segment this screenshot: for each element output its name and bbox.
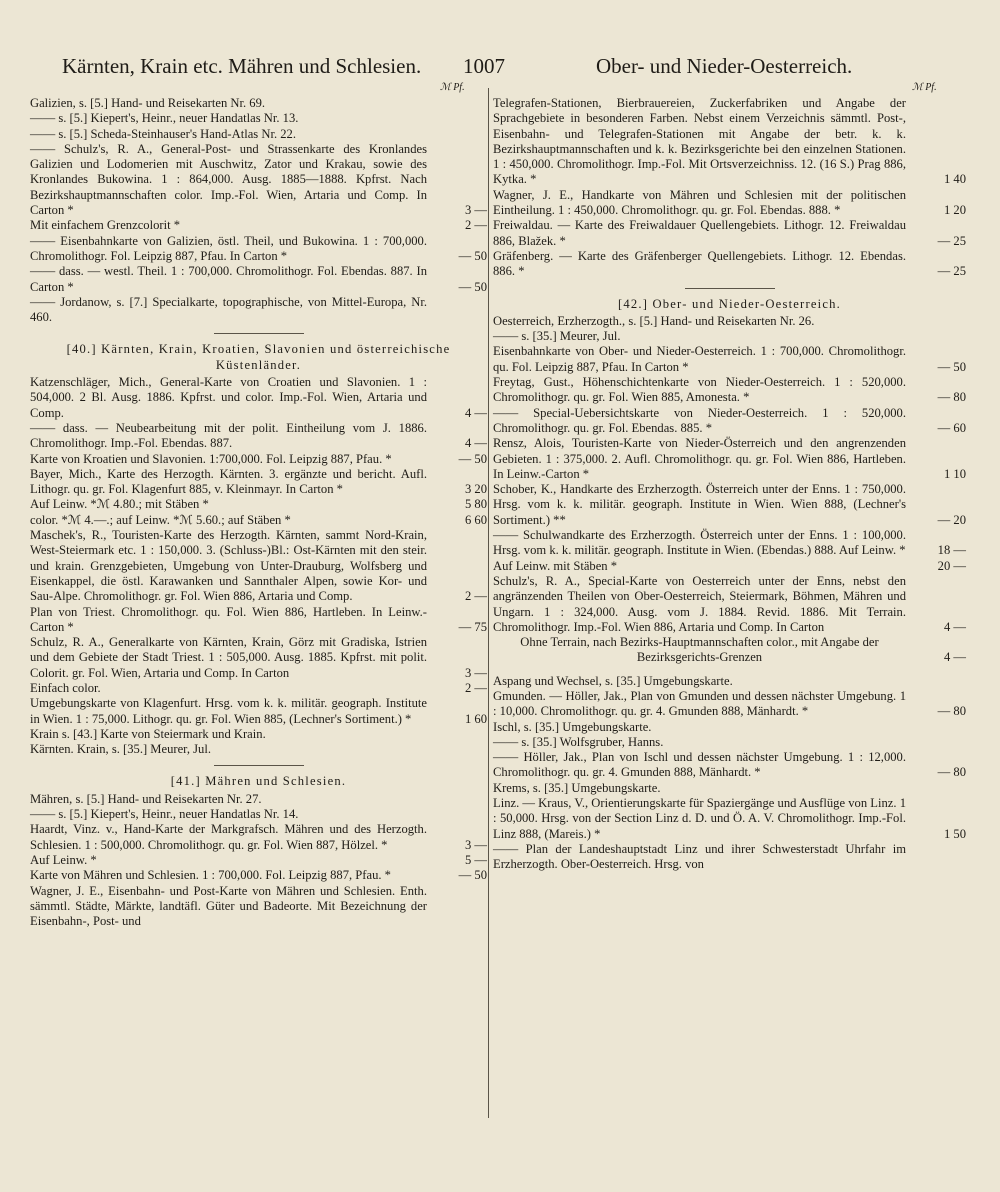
entry-text: Telegrafen-Stationen, Bierbrauereien, Zuckerfabriken und Angabe der Sprachgebiete in besonderen Farben. Nebst einem Verzeichnis sämmtl. Post-, Eisenbahn- und Telegrafen-Stationen mit Angabe der betr. k. k. Bezirkshauptmannschaften und k. k. Bezirksgerichte bei den einzelnen Stationen. 1 : 450,000. Chromolithogr. Imp.-Fol. Mit Ortsverzeichniss. 12. (16 S.) Prag 886, Kytka. * <box>493 96 906 187</box>
entry-text: Rensz, Alois, Touristen-Karte von Nieder-Österreich und den angrenzenden Gebieten. 1 : 375,000. 2. Aufl. Chromolithogr. qu. gr. Fol. Wien 886, Hartleben. In Leinw.-Carton * <box>493 436 906 481</box>
section-rule <box>685 288 775 289</box>
section-heading: [40.] Kärnten, Krain, Kroatien, Slavonien und österreichische Küstenländer. <box>66 342 451 372</box>
entry-price: 1 10 <box>943 466 966 481</box>
catalog-entry <box>493 720 966 735</box>
catalog-entry <box>30 696 487 727</box>
entry-price: 2 — <box>464 680 487 695</box>
catalog-entry <box>30 142 487 218</box>
entry-price: 3 — <box>464 665 487 680</box>
entry-price: — 25 <box>937 264 966 279</box>
catalog-entry <box>30 111 487 126</box>
catalog-entry <box>30 234 487 265</box>
entry-text: Ohne Terrain, nach Bezirks-Hauptmannschaften color., mit Angabe der Bezirksgerichts-Grenzen <box>520 635 879 665</box>
catalog-entry <box>30 742 487 757</box>
entry-price: 5 80 <box>464 497 487 512</box>
catalog-entry <box>493 96 966 188</box>
header-right-title: Ober- und Nieder-Oesterreich. <box>596 54 853 78</box>
section-heading: [42.] Ober- und Nieder-Oesterreich. <box>618 296 841 311</box>
entry-price: 6 60 <box>464 512 487 527</box>
entry-price: — 50 <box>937 359 966 374</box>
entry-text: Plan von Triest. Chromolithogr. qu. Fol. Wien 886, Hartleben. In Leinw.-Carton * <box>30 604 427 634</box>
entry-price: — 50 <box>458 868 487 883</box>
catalog-entry <box>493 482 966 528</box>
entry-text: —— Plan der Landeshauptstadt Linz und ihrer Schwesterstadt Uhrfahr im Erzherzogth. Ober-Oesterreich. Hrsg. von <box>493 841 906 872</box>
catalog-entry <box>30 727 487 742</box>
catalog-entry <box>30 807 487 822</box>
entry-text: Kärnten. Krain, s. [35.] Meurer, Jul. <box>30 742 212 757</box>
entry-text: Oesterreich, Erzherzogth., s. [5.] Hand- und Reisekarten Nr. 26. <box>493 313 815 328</box>
entry-price: 1 40 <box>943 172 966 187</box>
entry-text: —— dass. — Neubearbeitung mit der polit. Eintheilung vom J. 1886. Chromolithogr. Imp.-Fol. Ebendas. 887. <box>30 420 427 451</box>
entry-text: Katzenschläger, Mich., General-Karte von Croatien und Slavonien. 1 : 504,000. 2 Bl. Ausg. 1886. Kpfrst. und color. Imp.-Fol. Wien, Artaria und Comp. <box>30 375 427 420</box>
entry-text: Wagner, J. E., Eisenbahn- und Post-Karte von Mähren und Schlesien. Enth. sämmtl. Städte, Märkte, landtäfl. Güter und Badeorte. Mit Bezeichnung der Eisenbahn-, Post- und <box>30 883 427 929</box>
catalog-entry <box>30 528 487 604</box>
section-heading: [41.] Mähren und Schlesien. <box>170 774 347 789</box>
entry-text: Haardt, Vinz. v., Hand-Karte der Markgrafsch. Mähren und des Herzogth. Schlesien. 1 : 500,000. Chromolithogr. qu. gr. Fol. Wien 887, Hölzel. * <box>30 822 427 852</box>
entry-price: 4 — <box>943 619 966 634</box>
catalog-entry <box>30 605 487 636</box>
entry-text: Auf Leinw. mit Stäben * <box>493 558 618 573</box>
catalog-entry <box>30 295 487 326</box>
catalog-entry <box>493 674 966 689</box>
entry-text: —— s. [35.] Meurer, Jul. <box>493 329 621 344</box>
entry-text: Maschek's, R., Touristen-Karte des Herzogth. Kärnten, sammt Nord-Krain, West-Steiermark etc. 1 : 150,000. 3. (Schluss-)Bl.: Ost-Kärnten mit den steir. und krain. Grenzgebieten, Umgebung von Unter-Drauburg, Wolfsberg und Eisenkappel, die östl. Karawanken und Sannthaler Alpen, sowie Kor- und Sau-Alpe. Chromolithogr. gr. Fol. Wien 886, Artaria und Comp. <box>30 528 427 604</box>
catalog-entry <box>493 781 966 796</box>
catalog-entry <box>30 127 487 142</box>
catalog-entry <box>30 452 487 467</box>
catalog-entry <box>30 375 487 421</box>
catalog-note <box>493 635 966 666</box>
entry-text: Galizien, s. [5.] Hand- und Reisekarten Nr. 69. <box>30 96 266 110</box>
entry-price: 4 — <box>464 405 487 420</box>
catalog-entry <box>493 344 966 375</box>
entry-text: Freytag, Gust., Höhenschichtenkarte von Nieder-Oesterreich. 1 : 520,000. Chromolithogr. qu. gr. Fol. Wien 885, Amonesta. * <box>493 375 906 405</box>
entry-text: Aspang und Wechsel, s. [35.] Umgebungskarte. <box>493 673 733 688</box>
catalog-entry <box>493 574 966 635</box>
entry-text: Mähren, s. [5.] Hand- und Reisekarten Nr. 27. <box>30 791 262 806</box>
entry-text: Schober, K., Handkarte des Erzherzogth. Österreich unter der Enns. 1 : 750,000. Hrsg. vom k. k. militär. geograph. Institute in Wien. Wien 888, (Lechner's Sortiment.) ** <box>493 482 906 527</box>
right-column <box>493 96 966 873</box>
page-header <box>0 54 1000 94</box>
entry-price: 4 — <box>943 650 966 665</box>
entry-price: — 75 <box>458 619 487 634</box>
entry-price: — 50 <box>458 248 487 263</box>
entry-text: Auf Leinw. *ℳ 4.80.; mit Stäben * <box>30 497 209 512</box>
entry-text: —— s. [5.] Scheda-Steinhauser's Hand-Atlas Nr. 22. <box>30 126 296 141</box>
catalog-entry <box>30 421 487 452</box>
entry-text: —— Eisenbahnkarte von Galizien, östl. Theil, und Bukowina. 1 : 700,000. Chromolithogr. Fol. Leipzig 887, Pfau. In Carton * <box>30 233 427 263</box>
entry-text: —— Jordanow, s. [7.] Specialkarte, topographische, von Mittel-Europa, Nr. 460. <box>30 294 427 325</box>
catalog-entry <box>30 868 487 883</box>
entry-text: Eisenbahnkarte von Ober- und Nieder-Oesterreich. 1 : 700,000. Chromolithogr. qu. Fol. Leipzig 887, Pfau. In Carton * <box>493 344 906 374</box>
entry-price: 1 50 <box>943 826 966 841</box>
entry-price: — 80 <box>937 704 966 719</box>
entry-text: Schulz's, R. A., Special-Karte von Oesterreich unter der Enns, nebst den angränzenden Theilen von Ober-Oesterreich, Steiermark, Böhmen, Mähren und Ungarn. 1 : 324,000. Ausg. vom J. 1884. Revid. 1886. Mit Terrain. Chromolithogr. Imp.-Fol. Wien 886, Artaria und Comp. In Carton <box>493 573 906 634</box>
catalog-entry <box>30 264 487 295</box>
entry-text: Karte von Mähren und Schlesien. 1 : 700,000. Fol. Leipzig 887, Pfau. * <box>30 868 391 883</box>
section-rule <box>214 765 304 766</box>
entry-price: — 20 <box>937 512 966 527</box>
left-column <box>30 96 487 929</box>
entry-text: —— s. [35.] Wolfsgruber, Hanns. <box>493 734 664 749</box>
catalog-entry <box>493 406 966 437</box>
catalog-entry <box>493 314 966 329</box>
entry-price: — 80 <box>937 390 966 405</box>
catalog-entry <box>493 249 966 280</box>
entry-text: —— dass. — westl. Theil. 1 : 700,000. Chromolithogr. Fol. Ebendas. 887. In Carton * <box>30 264 427 294</box>
entry-text: Krain s. [43.] Karte von Steiermark und Krain. <box>30 726 266 741</box>
entry-text: Gmunden. — Höller, Jak., Plan von Gmunden und dessen nächster Umgebung. 1 : 10,000. Chromolithogr. qu. gr. 4. Gmunden 888, Mänhardt. * <box>493 688 906 719</box>
catalog-entry <box>493 436 966 482</box>
entry-price: — 50 <box>458 451 487 466</box>
entry-text: —— Schulwandkarte des Erzherzogth. Österreich unter der Enns. 1 : 100,000. Hrsg. vom k. k. militär. geograph. Institute in Wien. (Ebendas.) 888. Auf Leinw. * <box>493 528 906 558</box>
currency-marks-right: ℳ Pf. <box>912 82 937 93</box>
page-number: 1007 <box>463 54 505 78</box>
entry-price: 2 — <box>464 589 487 604</box>
entry-text: Schulz, R. A., Generalkarte von Kärnten, Krain, Görz mit Gradiska, Istrien und dem Gebiete der Stadt Triest. 1 : 505,000. Ausg. 1885. Kpfrst. mit polit. Colorit. gr. Fol. Wien, Artaria und Comp. In Carton <box>30 635 427 680</box>
entry-text: Wagner, J. E., Handkarte von Mähren und Schlesien mit der politischen Eintheilung. 1 : 450,000. Chromolithogr. qu. gr. Fol. Ebendas. 888. * <box>493 187 906 218</box>
catalog-entry <box>493 559 966 574</box>
catalog-entry <box>30 497 487 512</box>
entry-text: Mit einfachem Grenzcolorit * <box>30 218 181 233</box>
entry-text: Karte von Kroatien und Slavonien. 1:700,000. Fol. Leipzig 887, Pfau. * <box>30 451 392 466</box>
entry-text: —— s. [5.] Kiepert's, Heinr., neuer Handatlas Nr. 14. <box>30 807 299 822</box>
catalog-entry <box>30 218 487 233</box>
entry-price: 3 — <box>464 837 487 852</box>
entry-price: — 60 <box>937 420 966 435</box>
entry-price: 3 20 <box>464 482 487 497</box>
catalog-entry <box>30 853 487 868</box>
entry-text: —— Special-Uebersichtskarte von Nieder-Oesterreich. 1 : 520,000. Chromolithogr. qu. gr. Fol. Ebendas. 885. * <box>493 405 906 435</box>
catalog-entry <box>493 375 966 406</box>
entry-price: — 50 <box>458 279 487 294</box>
catalog-entry <box>493 528 966 559</box>
catalog-entry <box>493 796 966 842</box>
entry-text: —— Schulz's, R. A., General-Post- und Strassenkarte des Kronlandes Galizien und Lodomerien mit Auschwitz, Zator und Krakau, sowie des Kronlandes Bukowina. 1 : 864,000. Ausg. 1885—1888. Kpfrst. Nach Bezirkshauptmannschaften color. Imp.-Fol. Wien, Artaria und Comp. In Carton * <box>30 141 427 218</box>
entry-price: 5 — <box>464 852 487 867</box>
entry-price: — 80 <box>937 765 966 780</box>
column-divider <box>488 88 489 1118</box>
entry-text: —— s. [5.] Kiepert's, Heinr., neuer Handatlas Nr. 13. <box>30 111 299 126</box>
catalog-entry <box>493 750 966 781</box>
catalog-entry <box>493 735 966 750</box>
catalog-entry <box>30 681 487 696</box>
entry-text: color. *ℳ 4.—.; auf Leinw. *ℳ 5.60.; auf Stäben * <box>30 512 291 527</box>
entry-text: Krems, s. [35.] Umgebungskarte. <box>493 780 661 795</box>
entry-text: Umgebungskarte von Klagenfurt. Hrsg. vom k. k. militär. geograph. Institute in Wien. 1 : 75,000. Lithogr. qu. gr. Fol. Wien 885, (Lechner's Sortiment.) * <box>30 696 427 726</box>
entry-text: Freiwaldau. — Karte des Freiwaldauer Quellengebiets. Lithogr. 12. Freiwaldau 886, Blažek. * <box>493 218 906 248</box>
header-left-title: Kärnten, Krain etc. Mähren und Schlesien. <box>62 54 422 78</box>
catalog-entry <box>493 842 966 873</box>
entry-text: —— Höller, Jak., Plan von Ischl und dessen nächster Umgebung. 1 : 12,000. Chromolithogr. qu. gr. 4. Gmunden 888, Mänhardt. * <box>493 750 906 780</box>
catalog-entry <box>30 822 487 853</box>
catalog-entry <box>493 218 966 249</box>
entry-text: Gräfenberg. — Karte des Gräfenberger Quellengebiets. Lithogr. 12. Ebendas. 886. * <box>493 248 906 279</box>
entry-text: Linz. — Kraus, V., Orientierungskarte für Spaziergänge und Ausflüge von Linz. 1 : 50,000. Hrsg. von der Section Linz d. D. und Ö. A. V. Chromolithogr. Imp.-Fol. Linz 888, (Mareis.) * <box>493 796 906 841</box>
catalog-entry <box>30 467 487 498</box>
entry-text: Ischl, s. [35.] Umgebungskarte. <box>493 719 652 734</box>
catalog-entry <box>493 689 966 720</box>
catalog-entry <box>30 96 487 111</box>
entry-price: — 25 <box>937 233 966 248</box>
section-rule <box>214 333 304 334</box>
spacer <box>493 666 966 674</box>
catalog-entry <box>30 884 487 930</box>
entry-price: 1 60 <box>464 711 487 726</box>
entry-price: 20 — <box>937 558 966 573</box>
entry-text: Bayer, Mich., Karte des Herzogth. Kärnten. 3. ergänzte und bericht. Aufl. Lithogr. qu. gr. Fol. Klagenfurt 885, v. Kleinmayr. In Carton * <box>30 466 427 497</box>
entry-price: 4 — <box>464 436 487 451</box>
catalog-entry <box>30 792 487 807</box>
catalog-entry <box>493 329 966 344</box>
catalog-entry <box>30 635 487 681</box>
entry-price: 3 — <box>464 203 487 218</box>
currency-marks-left: ℳ Pf. <box>440 82 465 93</box>
entry-price: 18 — <box>937 543 966 558</box>
catalog-entry <box>30 513 487 528</box>
entry-text: Auf Leinw. * <box>30 852 97 867</box>
entry-text: Einfach color. <box>30 680 101 695</box>
catalog-entry <box>493 188 966 219</box>
entry-price: 2 — <box>464 218 487 233</box>
entry-price: 1 20 <box>943 203 966 218</box>
